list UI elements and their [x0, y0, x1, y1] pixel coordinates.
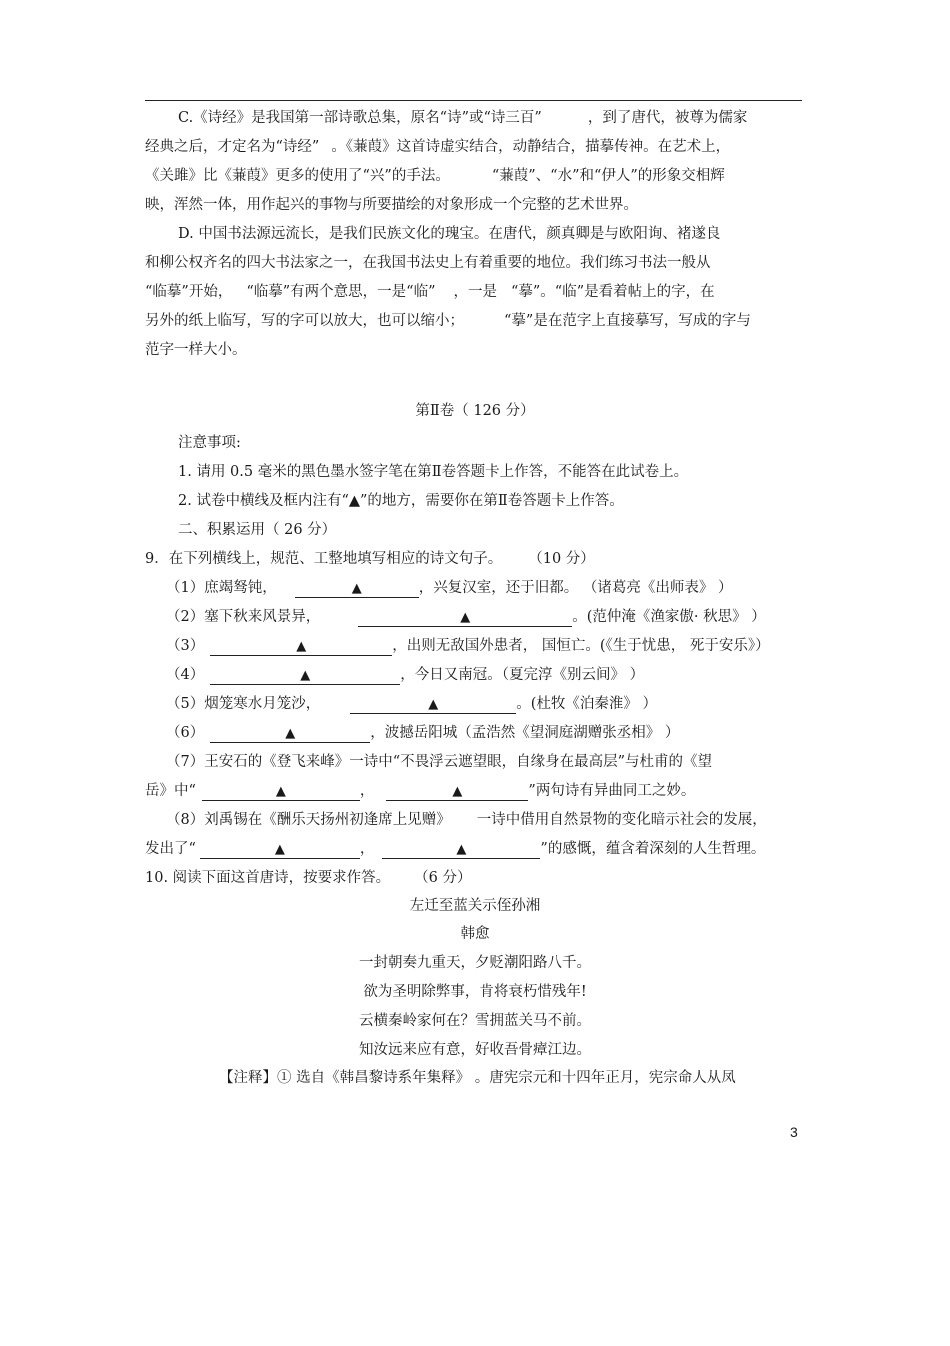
passage-c-line-1: C.《诗经》是我国第一部诗歌总集，原名“诗”或“诗三百” ，到了唐代，被尊为儒家 — [178, 110, 748, 126]
passage-d-line-5: 范字一样大小。 — [145, 342, 247, 358]
triangle-marker-icon: ▲ — [274, 842, 285, 857]
q9-item-2: （2）塞下秋来风景异， ▲ 。(范仲淹《渔家傲· 秋思》 ） — [166, 609, 766, 625]
poem-title: 左迁至蓝关示侄孙湘 — [409, 898, 541, 914]
triangle-marker-icon: ▲ — [460, 610, 471, 625]
triangle-marker-icon: ▲ — [285, 726, 296, 741]
q9-item-1: （1）庶竭驽钝， ▲ ，兴复汉室，还于旧都。 （诸葛亮《出师表》 ） — [166, 580, 733, 596]
q9-stem: 9．在下列横线上，规范、工整地填写相应的诗文句子。 （10 分） — [145, 551, 595, 567]
answer-blank[interactable] — [200, 840, 360, 859]
poem-author: 韩愈 — [460, 926, 490, 942]
poem-line-2: 欲为圣明除弊事，肯将衰朽惜残年! — [363, 984, 587, 1000]
answer-blank[interactable] — [382, 840, 540, 859]
answer-blank[interactable] — [295, 579, 419, 598]
passage-c-line-4: 映，浑然一体，用作起兴的事物与所要描绘的对象形成一个完整的艺术世界。 — [145, 197, 638, 213]
triangle-marker-icon: ▲ — [351, 581, 362, 596]
passage-d-line-1: D. 中国书法源远流长，是我们民族文化的瑰宝。在唐代，颜真卿是与欧阳询、褚遂良 — [178, 226, 721, 242]
passage-d-line-4: 另外的纸上临写，写的字可以放大，也可以缩小； “摹”是在范字上直接摹写，写成的字与 — [145, 313, 751, 329]
part-heading: 二、积累运用（ 26 分） — [178, 522, 337, 538]
answer-blank[interactable] — [386, 782, 528, 801]
answer-blank[interactable] — [210, 637, 392, 656]
passage-c-line-3: 《关雎》比《蒹葭》更多的使用了“兴”的手法。 “蒹葭”、“水”和“伊人”的形象交相辉 — [145, 168, 725, 184]
poem-note: 【注释】① 选自《韩昌黎诗系年集释》 。唐宪宗元和十四年正月，宪宗命人从凤 — [219, 1070, 736, 1086]
note-1: 1. 请用 0.5 毫米的黑色墨水签字笔在第Ⅱ卷答题卡上作答，不能答在此试卷上。 — [178, 464, 689, 480]
triangle-marker-icon: ▲ — [452, 784, 463, 799]
q9-item-8-line-1: （8）刘禹锡在《酬乐天扬州初逢席上见赠》 一诗中借用自然景物的变化暗示社会的发展， — [166, 812, 767, 828]
triangle-marker-icon: ▲ — [275, 784, 286, 799]
triangle-marker-icon: ▲ — [296, 639, 307, 654]
passage-d-line-2: 和柳公权齐名的四大书法家之一，在我国书法史上有着重要的地位。我们练习书法一般从 — [145, 255, 711, 271]
answer-blank[interactable] — [358, 608, 572, 627]
q9-item-6: （6） ▲ ，波撼岳阳城（孟浩然《望洞庭湖赠张丞相》 ） — [166, 725, 680, 741]
answer-blank[interactable] — [210, 666, 400, 685]
q9-item-7-line-2: 岳》中“ ▲ ， ▲ ”两句诗有异曲同工之妙。 — [145, 783, 696, 799]
q9-item-4: （4） ▲ ，今日又南冠。（夏完淳《别云间》 ） — [166, 667, 645, 683]
triangle-marker-icon: ▲ — [300, 668, 311, 683]
q9-item-7-line-1: （7）王安石的《登飞来峰》一诗中“不畏浮云遮望眼，自缘身在最高层”与杜甫的《望 — [166, 754, 713, 770]
answer-blank[interactable] — [210, 724, 370, 743]
header-rule — [145, 100, 802, 101]
q9-item-5: （5）烟笼寒水月笼沙， ▲ 。(杜牧《泊秦淮》 ） — [166, 696, 657, 712]
passage-d-line-3: “临摹”开始， “临摹”有两个意思，一是“临” ，一是 “摹”。“临”是看着帖上的字，在 — [145, 284, 715, 300]
q9-item-3: （3） ▲ ，出则无敌国外患者， 国恒亡。(《生于忧患， 死于安乐》） — [166, 638, 770, 654]
triangle-marker-icon: ▲ — [428, 697, 439, 712]
section-title: 第Ⅱ卷（ 126 分） — [415, 403, 535, 419]
answer-blank[interactable] — [202, 782, 360, 801]
answer-blank[interactable] — [350, 695, 516, 714]
poem-line-1: 一封朝奏九重天，夕贬潮阳路八千。 — [359, 955, 591, 971]
q10-stem: 10. 阅读下面这首唐诗，按要求作答。 （6 分） — [145, 870, 472, 886]
poem-line-3: 云横秦岭家何在？雪拥蓝关马不前。 — [359, 1013, 591, 1029]
triangle-marker-icon: ▲ — [456, 842, 467, 857]
notes-heading: 注意事项: — [178, 435, 241, 451]
page-number: 3 — [790, 1124, 798, 1140]
note-2: 2. 试卷中横线及框内注有“▲”的地方，需要你在第Ⅱ卷答题卡上作答。 — [178, 493, 624, 509]
poem-line-4: 知汝远来应有意，好收吾骨瘴江边。 — [359, 1042, 591, 1058]
q9-item-8-line-2: 发出了“ ▲ ， ▲ ”的感慨，蕴含着深刻的人生哲理。 — [145, 841, 766, 857]
passage-c-line-2: 经典之后，才定名为“诗经” 。《蒹葭》这首诗虚实结合，动静结合，描摹传神。在艺术上， — [145, 139, 731, 155]
